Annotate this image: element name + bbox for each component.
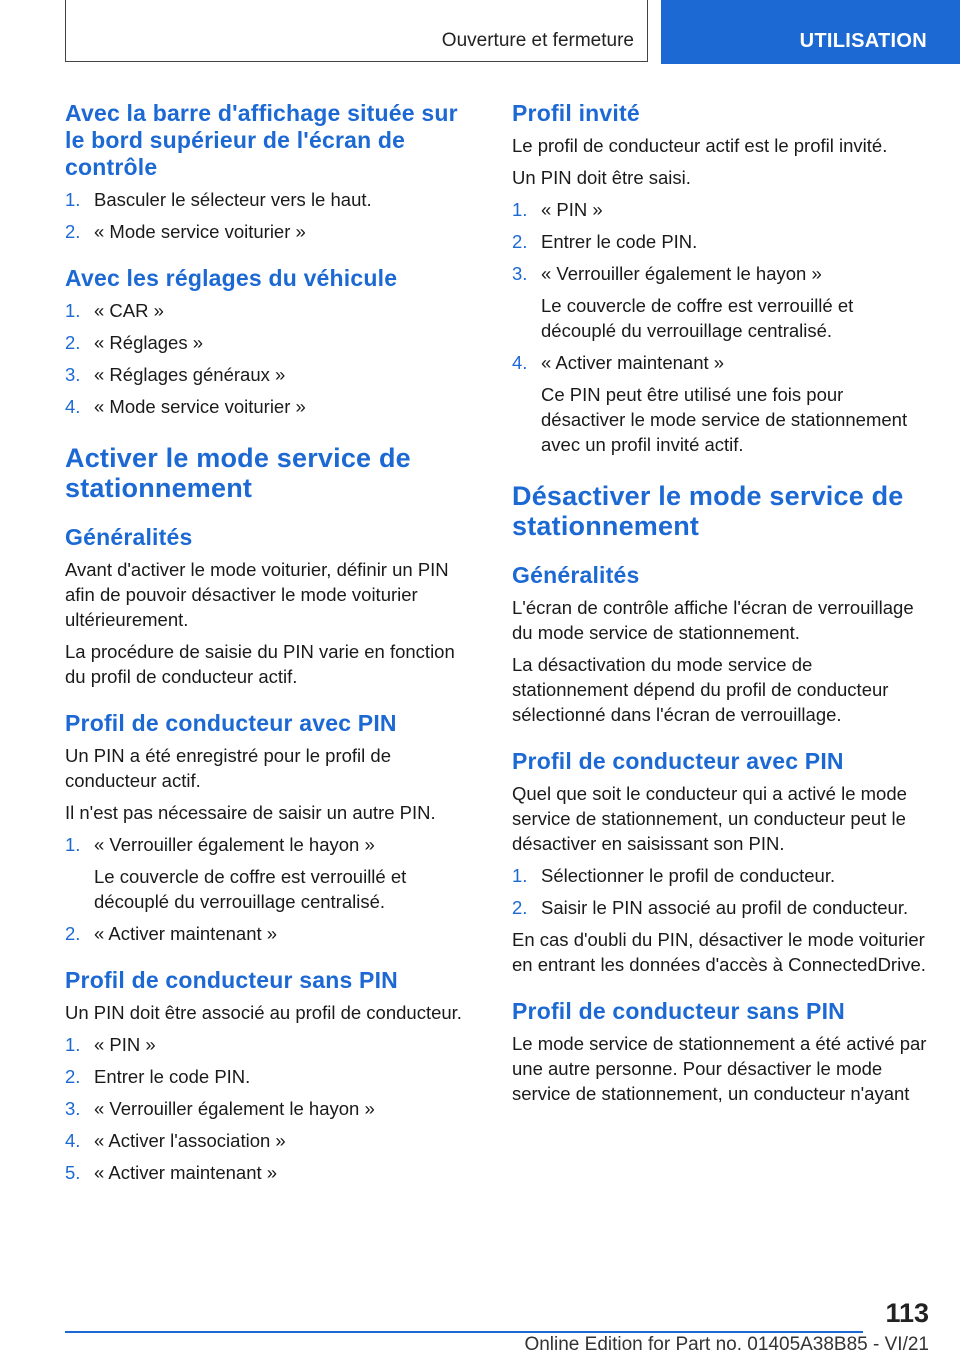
list-item: 5. « Activer maintenant » bbox=[65, 1162, 278, 1183]
list-item: 3. « Verrouiller également le hayon » Le couvercle de coffre est verrouillé et découplé du verrouillage centralisé. bbox=[512, 261, 927, 343]
list-item: 2. « Réglages » bbox=[65, 332, 204, 353]
list-barre-affichage bbox=[65, 187, 480, 244]
page-header bbox=[0, 0, 960, 66]
list-item: 1. « Verrouiller également le hayon » Le couvercle de coffre est verrouillé et découplé du verrouillage centralisé. bbox=[65, 832, 480, 914]
heading-activer-mode: Activer le mode service de stationnement bbox=[65, 443, 411, 503]
list-item: 4. « Activer maintenant » Ce PIN peut être utilisé une fois pour désactiver le mode service de stationnement avec un profil invité actif. bbox=[512, 350, 927, 457]
list-item: 2. « Mode service voiturier » bbox=[65, 221, 306, 242]
paragraph: En cas d'oubli du PIN, désactiver le mode voiturier en entrant les données d'accès à ConnectedDrive. bbox=[512, 929, 926, 975]
list-reglages-vehicule bbox=[65, 298, 480, 419]
heading-profil-sans-pin: Profil de conducteur sans PIN bbox=[512, 998, 845, 1024]
right-column bbox=[512, 100, 927, 1113]
step-note: Le couvercle de coffre est verrouillé et découplé du verrouillage centralisé. bbox=[94, 866, 407, 912]
list-item: 4. « Mode service voiturier » bbox=[65, 396, 306, 417]
heading-generalites: Généralités bbox=[65, 524, 193, 550]
paragraph: Le mode service de stationnement a été activé par une autre personne. Pour désactiver le mode service de stationnement, un conducteur n'ayant bbox=[512, 1033, 927, 1104]
list-avec-pin bbox=[65, 832, 480, 946]
heading-profil-avec-pin: Profil de conducteur avec PIN bbox=[512, 748, 844, 774]
list-desactiver-avec-pin bbox=[512, 863, 927, 920]
paragraph: Un PIN doit être associé au profil de conducteur. bbox=[65, 1002, 462, 1023]
paragraph: La désactivation du mode service de stationnement dépend du profil de conducteur sélectionné dans l'écran de verrouillage. bbox=[512, 654, 889, 725]
list-sans-pin bbox=[65, 1032, 480, 1185]
chapter-tab bbox=[661, 0, 960, 64]
paragraph: Il n'est pas nécessaire de saisir un autre PIN. bbox=[65, 802, 436, 823]
heading-desactiver-mode: Désactiver le mode service de stationnement bbox=[512, 481, 904, 541]
paragraph: Un PIN doit être saisi. bbox=[512, 167, 691, 188]
list-item: 1. Basculer le sélecteur vers le haut. bbox=[65, 189, 372, 210]
heading-generalites: Généralités bbox=[512, 562, 640, 588]
list-profil-invite bbox=[512, 197, 927, 457]
left-column bbox=[65, 100, 480, 1192]
list-item: 1. Sélectionner le profil de conducteur. bbox=[512, 865, 836, 886]
section-title: Ouverture et fermeture bbox=[441, 30, 634, 51]
list-item: 3. « Réglages généraux » bbox=[65, 364, 286, 385]
heading-profil-sans-pin: Profil de conducteur sans PIN bbox=[65, 967, 398, 993]
list-item: 2. « Activer maintenant » bbox=[65, 923, 278, 944]
heading-barre-affichage: Avec la barre d'affichage située sur le bord supérieur de l'écran de contrôle bbox=[65, 100, 458, 180]
chapter-tab-label: UTILISATION bbox=[799, 30, 927, 52]
page-number: 113 bbox=[885, 1298, 929, 1328]
list-item: 2. Saisir le PIN associé au profil de conducteur. bbox=[512, 897, 909, 918]
heading-profil-avec-pin: Profil de conducteur avec PIN bbox=[65, 710, 397, 736]
paragraph: Un PIN a été enregistré pour le profil de conducteur actif. bbox=[65, 745, 391, 791]
paragraph: Le profil de conducteur actif est le profil invité. bbox=[512, 135, 888, 156]
heading-profil-invite: Profil invité bbox=[512, 100, 640, 126]
list-item: 1. « PIN » bbox=[65, 1034, 156, 1055]
heading-reglages-vehicule: Avec les réglages du véhicule bbox=[65, 265, 398, 291]
list-item: 3. « Verrouiller également le hayon » bbox=[65, 1098, 375, 1119]
list-item: 4. « Activer l'association » bbox=[65, 1130, 286, 1151]
paragraph: L'écran de contrôle affiche l'écran de verrouillage du mode service de stationnement. bbox=[512, 597, 914, 643]
list-item: 2. Entrer le code PIN. bbox=[512, 231, 698, 252]
step-note: Le couvercle de coffre est verrouillé et découplé du verrouillage centralisé. bbox=[541, 295, 854, 341]
list-item: 1. « PIN » bbox=[512, 199, 603, 220]
list-item: 1. « CAR » bbox=[65, 300, 164, 321]
paragraph: Avant d'activer le mode voiturier, définir un PIN afin de pouvoir désactiver le mode voiturier ultérieurement. bbox=[65, 559, 449, 630]
paragraph: La procédure de saisie du PIN varie en fonction du profil de conducteur actif. bbox=[65, 641, 455, 687]
footer-divider bbox=[65, 1331, 863, 1333]
step-note: Ce PIN peut être utilisé une fois pour désactiver le mode service de stationnement avec un profil invité actif. bbox=[541, 384, 908, 455]
section-title-box bbox=[65, 0, 648, 62]
paragraph: Quel que soit le conducteur qui a activé le mode service de stationnement, un conducteur peut le désactiver en saisissant son PIN. bbox=[512, 783, 907, 854]
edition-footer: Online Edition for Part no. 01405A38B85 - VI/21 bbox=[524, 1334, 929, 1355]
list-item: 2. Entrer le code PIN. bbox=[65, 1066, 251, 1087]
